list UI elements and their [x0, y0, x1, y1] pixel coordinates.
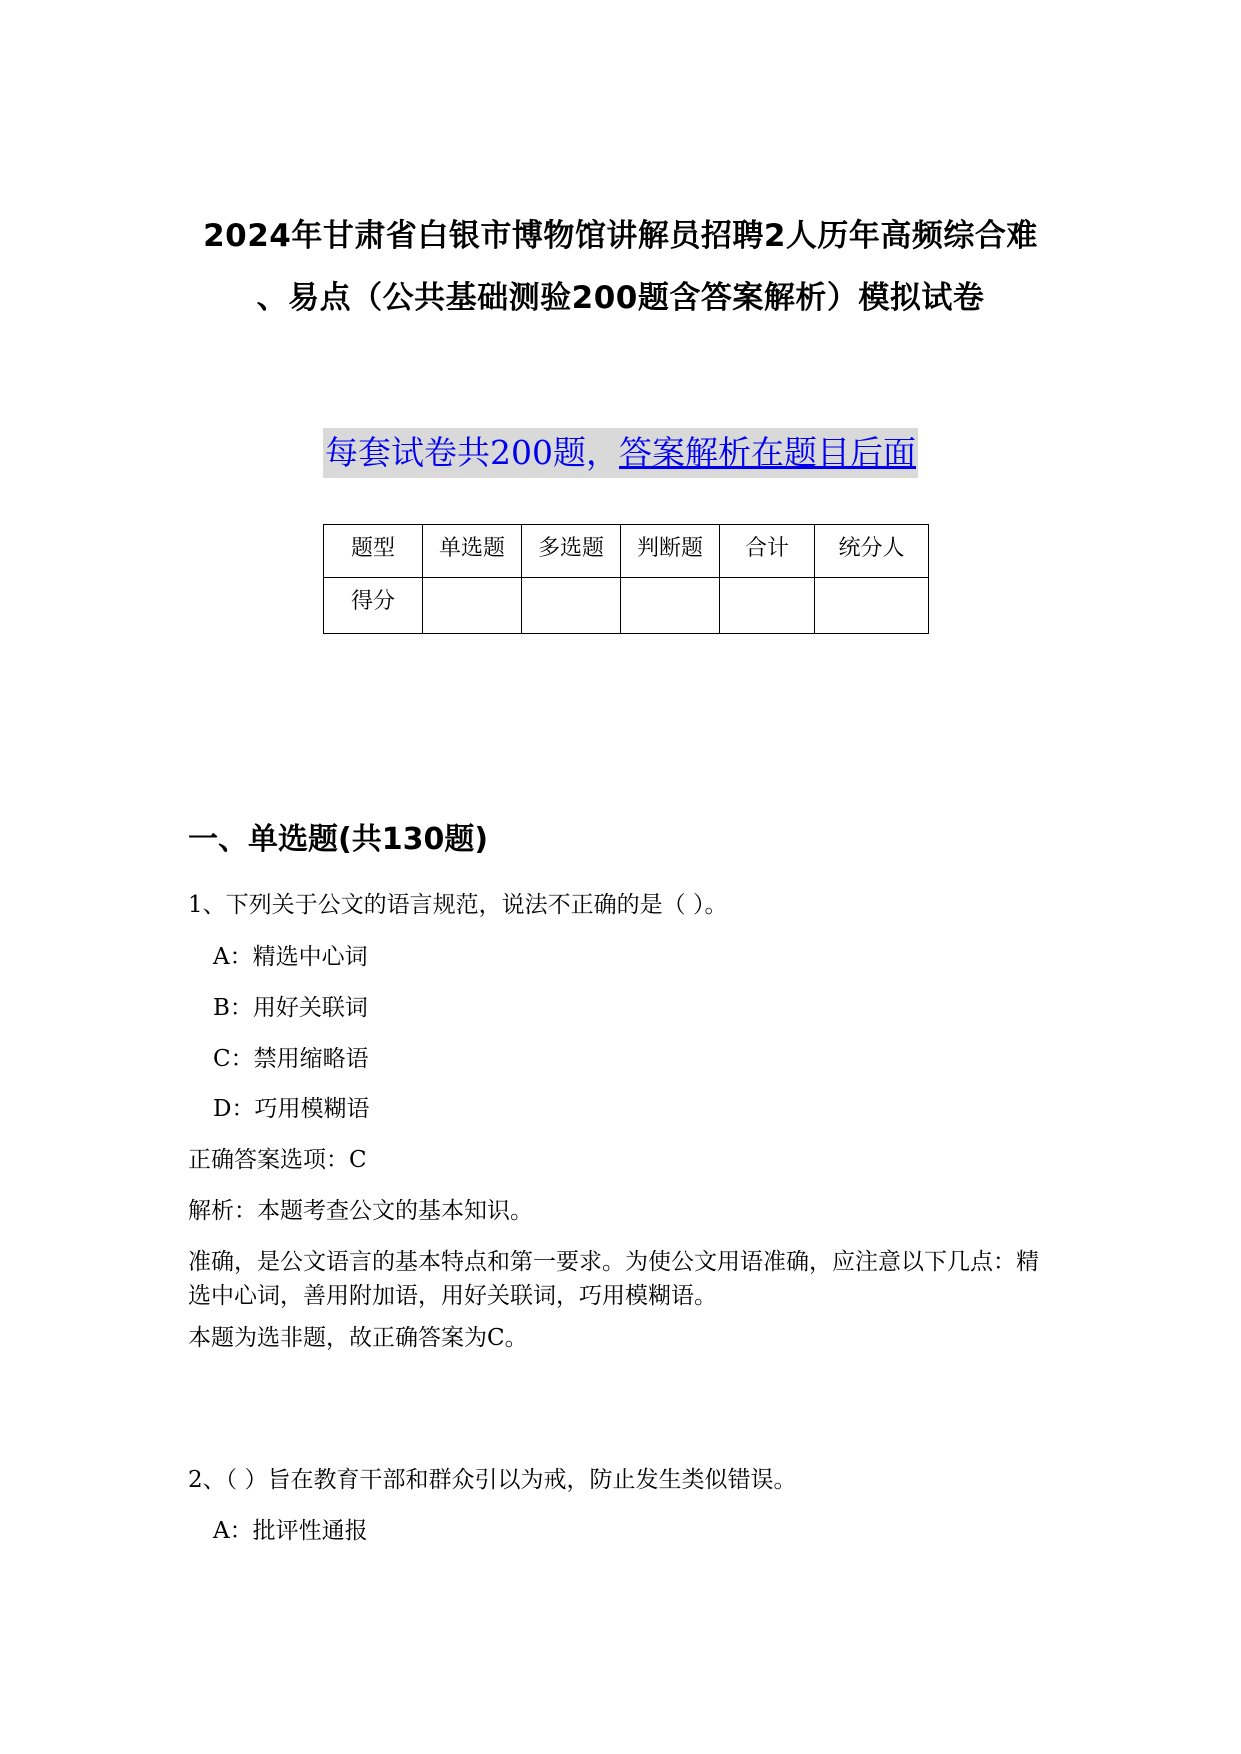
score-cell-multi-choice	[522, 578, 621, 634]
question-1-stem: 1、下列关于公文的语言规范，说法不正确的是（ ）。	[188, 892, 728, 918]
question-1-analysis-conclusion: 本题为选非题，故正确答案为C。	[188, 1325, 528, 1351]
score-table-header-row	[324, 525, 929, 578]
question-1-option-d: D：巧用模糊语	[213, 1096, 370, 1122]
score-cell-scorer	[815, 578, 929, 634]
section-heading: 一、单选题(共130题)	[188, 822, 489, 857]
question-2-option-a: A：批评性通报	[213, 1518, 368, 1544]
document-title-line-1: 2024年甘肃省白银市博物馆讲解员招聘2人历年高频综合难	[203, 218, 1038, 254]
score-cell-total	[720, 578, 815, 634]
question-1-option-a: A：精选中心词	[213, 944, 368, 970]
question-2-stem: 2、（ ）旨在教育干部和群众引以为戒，防止发生类似错误。	[188, 1467, 797, 1493]
question-1-answer: 正确答案选项：C	[188, 1147, 367, 1173]
answer-location-link[interactable]: 答案解析在题目后面	[619, 433, 916, 472]
header-cell-total: 合计	[720, 525, 815, 578]
score-cell-true-false	[621, 578, 720, 634]
score-cell-single-choice	[423, 578, 522, 634]
info-banner	[323, 428, 918, 478]
header-cell-true-false: 判断题	[621, 525, 720, 578]
question-1-analysis-body: 准确，是公文语言的基本特点和第一要求。为使公文用语准确，应注意以下几点：精选中心词，善用附加语，用好关联词，巧用模糊语。	[188, 1249, 1039, 1309]
question-1-analysis-intro: 解析：本题考查公文的基本知识。	[188, 1198, 533, 1224]
header-cell-type: 题型	[324, 525, 423, 578]
header-cell-scorer: 统分人	[815, 525, 929, 578]
banner-text: 每套试卷共200题，	[325, 433, 619, 472]
question-1-option-b: B：用好关联词	[213, 995, 368, 1021]
question-1-option-c: C：禁用缩略语	[213, 1046, 369, 1072]
header-cell-single-choice: 单选题	[423, 525, 522, 578]
score-row-label: 得分	[324, 578, 423, 634]
header-cell-multi-choice: 多选题	[522, 525, 621, 578]
document-title-line-2: 、易点（公共基础测验200题含答案解析）模拟试卷	[256, 280, 985, 316]
score-table	[323, 524, 929, 634]
score-table-score-row	[324, 578, 929, 634]
